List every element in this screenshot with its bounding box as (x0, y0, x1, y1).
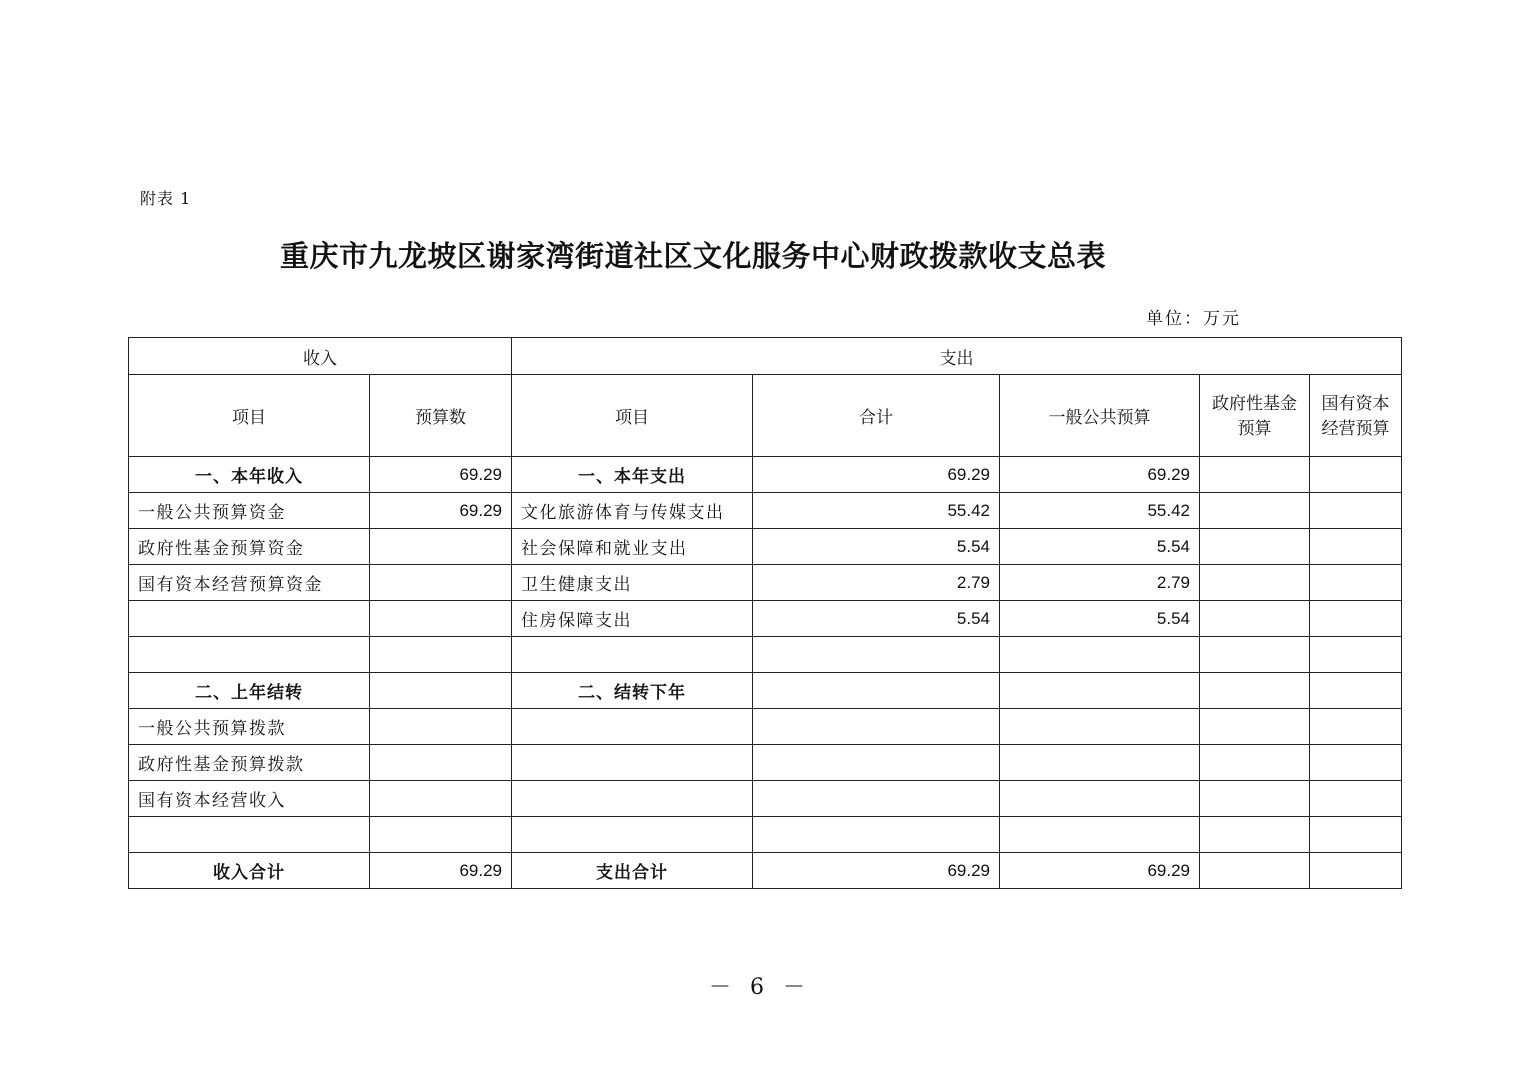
gov-fund-cell (1200, 781, 1310, 817)
state-capital-cell (1310, 457, 1402, 493)
gov-fund-cell (1200, 565, 1310, 601)
appendix-label: 附表 1 (140, 189, 192, 208)
total-cell (753, 637, 1000, 673)
income-value-cell (370, 601, 512, 637)
income-value-cell (370, 673, 512, 709)
gov-fund-cell (1200, 601, 1310, 637)
state-capital-cell (1310, 601, 1402, 637)
table-row (129, 673, 1402, 709)
general-public-total-value: 69.29 (1000, 853, 1200, 889)
section-header-row (129, 338, 1402, 375)
income-value-cell: 69.29 (370, 493, 512, 529)
col-header-gov-fund: 政府性基金预算 (1200, 375, 1310, 457)
income-item-cell: 国有资本经营收入 (129, 781, 370, 817)
col-header-total: 合计 (753, 375, 1000, 457)
table-row (129, 745, 1402, 781)
table-total-row (129, 853, 1402, 889)
section-income-header: 收入 (129, 338, 512, 375)
income-item-cell: 一、本年收入 (129, 457, 370, 493)
income-value-cell (370, 529, 512, 565)
gov-fund-cell (1200, 493, 1310, 529)
income-item-cell: 国有资本经营预算资金 (129, 565, 370, 601)
income-value-cell (370, 745, 512, 781)
expense-item-cell: 一、本年支出 (512, 457, 753, 493)
expense-total-label: 支出合计 (512, 853, 753, 889)
income-value-cell (370, 709, 512, 745)
expense-total-value: 69.29 (753, 853, 1000, 889)
page-title: 重庆市九龙坡区谢家湾街道社区文化服务中心财政拨款收支总表 (279, 239, 1106, 273)
table-row (129, 709, 1402, 745)
page-number: － 6 － (709, 975, 811, 1000)
budget-summary-table (128, 337, 1402, 889)
expense-item-cell: 卫生健康支出 (512, 565, 753, 601)
col-header-income-budget: 预算数 (370, 375, 512, 457)
col-header-general-public: 一般公共预算 (1000, 375, 1200, 457)
state-capital-cell (1310, 817, 1402, 853)
general-public-cell (1000, 817, 1200, 853)
state-capital-cell (1310, 745, 1402, 781)
income-item-cell (129, 817, 370, 853)
income-value-cell (370, 817, 512, 853)
income-value-cell (370, 781, 512, 817)
expense-item-cell: 二、结转下年 (512, 673, 753, 709)
total-cell (753, 817, 1000, 853)
state-capital-cell (1310, 673, 1402, 709)
income-total-label: 收入合计 (129, 853, 370, 889)
income-item-cell: 一般公共预算资金 (129, 493, 370, 529)
income-value-cell: 69.29 (370, 457, 512, 493)
income-item-cell: 一般公共预算拨款 (129, 709, 370, 745)
state-capital-cell (1310, 709, 1402, 745)
col-header-expense-item: 项目 (512, 375, 753, 457)
income-item-cell (129, 601, 370, 637)
total-cell: 5.54 (753, 529, 1000, 565)
table-row (129, 637, 1402, 673)
expense-item-cell (512, 709, 753, 745)
expense-item-cell: 文化旅游体育与传媒支出 (512, 493, 753, 529)
gov-fund-total-value (1200, 853, 1310, 889)
table-row (129, 493, 1402, 529)
expense-item-cell (512, 781, 753, 817)
income-item-cell: 政府性基金预算资金 (129, 529, 370, 565)
column-header-row (129, 375, 1402, 457)
state-capital-cell (1310, 781, 1402, 817)
table-row (129, 565, 1402, 601)
col-header-state-capital: 国有资本经营预算 (1310, 375, 1402, 457)
total-cell (753, 709, 1000, 745)
expense-item-cell: 住房保障支出 (512, 601, 753, 637)
expense-item-cell: 社会保障和就业支出 (512, 529, 753, 565)
state-capital-cell (1310, 493, 1402, 529)
general-public-cell: 5.54 (1000, 601, 1200, 637)
table-row (129, 529, 1402, 565)
table-row (129, 781, 1402, 817)
total-cell: 69.29 (753, 457, 1000, 493)
total-cell (753, 745, 1000, 781)
income-total-value: 69.29 (370, 853, 512, 889)
total-cell: 2.79 (753, 565, 1000, 601)
expense-item-cell (512, 637, 753, 673)
gov-fund-cell (1200, 529, 1310, 565)
table-row (129, 601, 1402, 637)
general-public-cell: 2.79 (1000, 565, 1200, 601)
gov-fund-cell (1200, 709, 1310, 745)
gov-fund-cell (1200, 637, 1310, 673)
general-public-cell (1000, 745, 1200, 781)
general-public-cell (1000, 709, 1200, 745)
expense-item-cell (512, 817, 753, 853)
total-cell (753, 781, 1000, 817)
gov-fund-cell (1200, 457, 1310, 493)
general-public-cell (1000, 637, 1200, 673)
unit-label: 单位：万元 (1146, 309, 1241, 329)
table-row (129, 817, 1402, 853)
total-cell (753, 673, 1000, 709)
general-public-cell (1000, 781, 1200, 817)
state-capital-cell (1310, 637, 1402, 673)
income-item-cell (129, 637, 370, 673)
general-public-cell: 69.29 (1000, 457, 1200, 493)
gov-fund-cell (1200, 817, 1310, 853)
total-cell: 55.42 (753, 493, 1000, 529)
total-cell: 5.54 (753, 601, 1000, 637)
expense-item-cell (512, 745, 753, 781)
income-item-cell: 二、上年结转 (129, 673, 370, 709)
general-public-cell (1000, 673, 1200, 709)
table-row (129, 457, 1402, 493)
gov-fund-cell (1200, 745, 1310, 781)
general-public-cell: 55.42 (1000, 493, 1200, 529)
income-value-cell (370, 637, 512, 673)
state-capital-cell (1310, 565, 1402, 601)
income-item-cell: 政府性基金预算拨款 (129, 745, 370, 781)
state-capital-cell (1310, 529, 1402, 565)
state-capital-total-value (1310, 853, 1402, 889)
income-value-cell (370, 565, 512, 601)
section-expense-header: 支出 (512, 338, 1402, 375)
gov-fund-cell (1200, 673, 1310, 709)
col-header-income-item: 项目 (129, 375, 370, 457)
general-public-cell: 5.54 (1000, 529, 1200, 565)
